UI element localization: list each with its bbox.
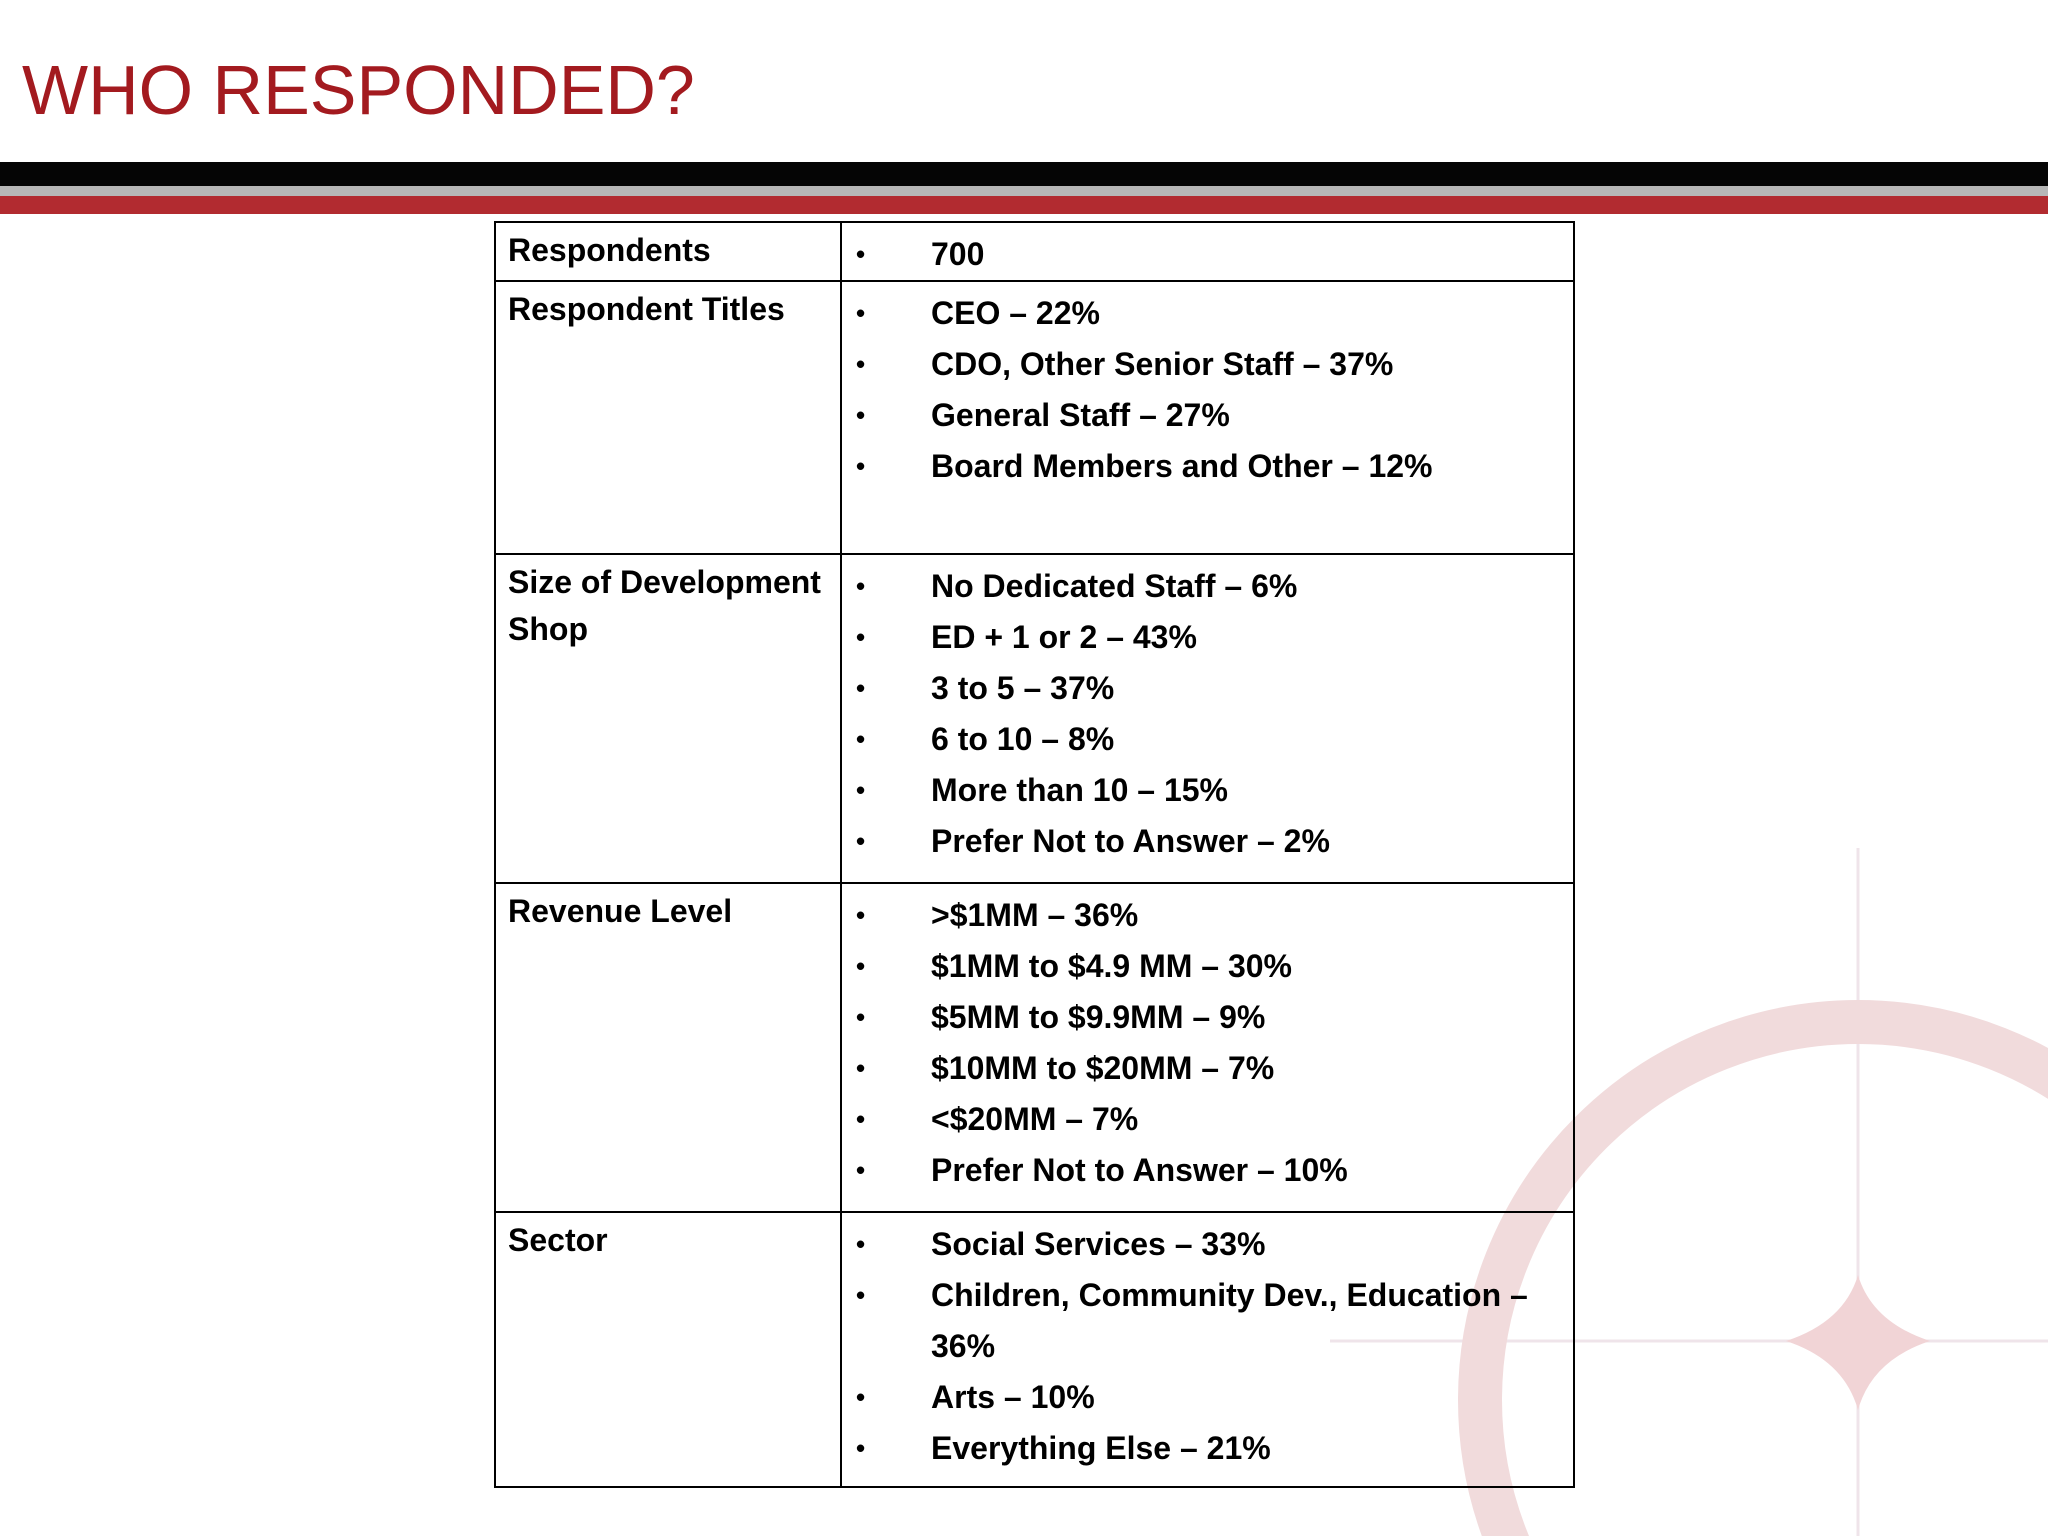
list-item [842, 1270, 1573, 1372]
bullet-icon: • [856, 451, 866, 481]
row-label-cell [495, 883, 841, 1212]
bullet-list [842, 1213, 1573, 1474]
bullet-icon: • [856, 1382, 866, 1412]
list-item [842, 1423, 1573, 1474]
bullet-list [842, 884, 1573, 1196]
list-item [842, 390, 1573, 441]
bullet-icon: • [856, 1002, 866, 1032]
list-item [842, 339, 1573, 390]
bullet-icon: • [856, 951, 866, 981]
header-band-gray [0, 186, 2048, 196]
bullet-list [842, 282, 1573, 492]
row-values-cell [841, 554, 1574, 883]
row-values-cell [841, 222, 1574, 281]
list-item-text: $1MM to $4.9 MM – 30% [931, 948, 1292, 984]
list-item-text: No Dedicated Staff – 6% [931, 568, 1298, 604]
table-row-sector [495, 1212, 1574, 1487]
bullet-icon: • [856, 298, 866, 328]
bullet-icon: • [856, 1433, 866, 1463]
list-item-text: Arts – 10% [931, 1379, 1095, 1415]
bullet-icon: • [856, 673, 866, 703]
list-item [842, 1145, 1573, 1196]
list-item-text: More than 10 – 15% [931, 772, 1228, 808]
list-item [842, 1094, 1573, 1145]
table-row-respondents [495, 222, 1574, 281]
table-row-size-of-development-shop [495, 554, 1574, 883]
list-item-text: ED + 1 or 2 – 43% [931, 619, 1197, 655]
row-values-cell [841, 1212, 1574, 1487]
list-item [842, 941, 1573, 992]
list-item [842, 992, 1573, 1043]
list-item-text: Social Services – 33% [931, 1226, 1266, 1262]
bullet-icon: • [856, 1155, 866, 1185]
list-item-text: 3 to 5 – 37% [931, 670, 1115, 706]
bullet-icon: • [856, 400, 866, 430]
bullet-icon: • [856, 622, 866, 652]
bullet-icon: • [856, 1229, 866, 1259]
row-label-cell [495, 222, 841, 281]
bullet-list [842, 555, 1573, 867]
list-item [842, 1219, 1573, 1270]
row-label: Revenue Level [508, 893, 733, 929]
bullet-icon: • [856, 1104, 866, 1134]
row-label: Respondents [508, 232, 711, 268]
list-item-text: >$1MM – 36% [931, 897, 1139, 933]
bullet-icon: • [856, 826, 866, 856]
row-label: Sector [508, 1222, 608, 1258]
list-item-text: Board Members and Other – 12% [931, 448, 1433, 484]
list-item [842, 816, 1573, 867]
list-item-text: 6 to 10 – 8% [931, 721, 1115, 757]
list-item-text: CDO, Other Senior Staff – 37% [931, 346, 1394, 382]
bullet-icon: • [856, 775, 866, 805]
bullet-icon: • [856, 1053, 866, 1083]
row-label: Size of Development Shop [508, 564, 821, 647]
list-item-text: $10MM to $20MM – 7% [931, 1050, 1275, 1086]
list-item [842, 229, 1573, 280]
list-item-text: <$20MM – 7% [931, 1101, 1139, 1137]
row-values-cell [841, 883, 1574, 1212]
table-row-respondent-titles [495, 281, 1574, 554]
bullet-icon: • [856, 724, 866, 754]
header-band-black [0, 162, 2048, 186]
list-item-text: $5MM to $9.9MM – 9% [931, 999, 1266, 1035]
list-item [842, 714, 1573, 765]
list-item [842, 1043, 1573, 1094]
list-item-text: Children, Community Dev., Education – 36% [931, 1277, 1528, 1364]
list-item-text: Everything Else – 21% [931, 1430, 1271, 1466]
bullet-icon: • [856, 1280, 866, 1310]
row-label: Respondent Titles [508, 291, 785, 327]
list-item [842, 765, 1573, 816]
respondents-table [494, 221, 1575, 1488]
header-band-red [0, 196, 2048, 214]
list-item-text: Prefer Not to Answer – 2% [931, 823, 1330, 859]
bullet-icon: • [856, 571, 866, 601]
list-item [842, 663, 1573, 714]
row-values-cell [841, 281, 1574, 554]
list-item [842, 1372, 1573, 1423]
list-item-text: CEO – 22% [931, 295, 1100, 331]
list-item [842, 612, 1573, 663]
bullet-icon: • [856, 239, 866, 269]
list-item [842, 561, 1573, 612]
slide-title: WHO RESPONDED? [22, 51, 695, 129]
list-item-text: General Staff – 27% [931, 397, 1230, 433]
list-item [842, 890, 1573, 941]
bullet-icon: • [856, 349, 866, 379]
bullet-icon: • [856, 900, 866, 930]
row-label-cell [495, 1212, 841, 1487]
list-item-text: 700 [931, 236, 985, 272]
table-row-revenue-level [495, 883, 1574, 1212]
bullet-list [842, 223, 1573, 280]
list-item-text: Prefer Not to Answer – 10% [931, 1152, 1348, 1188]
list-item [842, 441, 1573, 492]
list-item [842, 288, 1573, 339]
row-label-cell [495, 554, 841, 883]
row-label-cell [495, 281, 841, 554]
